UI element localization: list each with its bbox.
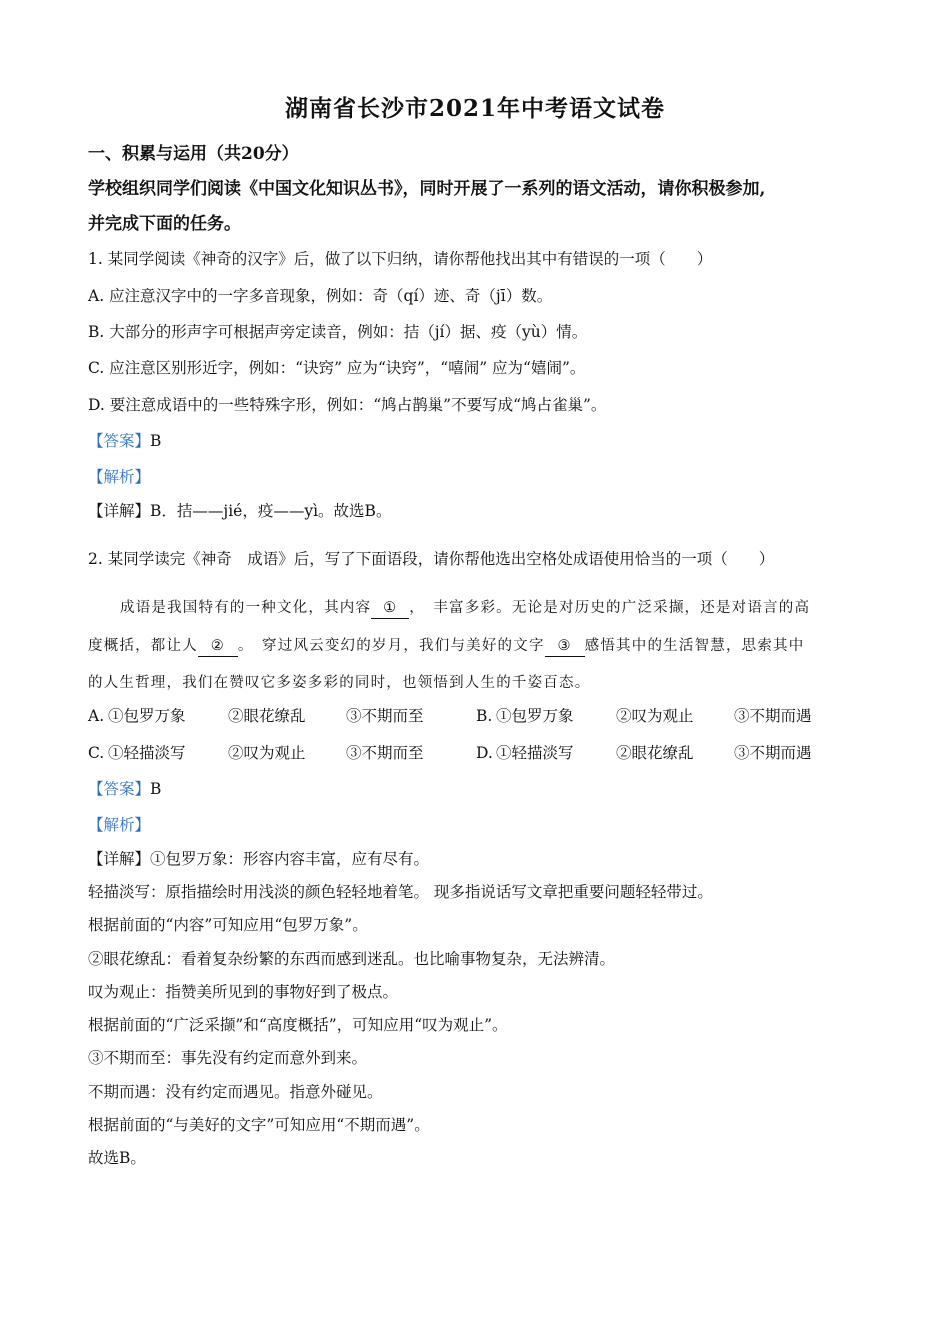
q2-detail-line: ②眼花缭乱：看着复杂纷繁的东西而感到迷乱。也比喻事物复杂，无法辨清。 [88, 950, 616, 968]
option-choice-3: ③不期而至 [346, 707, 424, 725]
q1-option-b: B. 大部分的形声字可根据声旁定读音，例如：拮（jí）据、疫（yù）情。 [88, 323, 588, 341]
option-choice-2: ②眼花缭乱 [228, 707, 306, 725]
option-choice-3: ③不期而遇 [734, 707, 812, 725]
option-choice-3: ③不期而至 [346, 744, 424, 762]
q2-answer [88, 779, 161, 799]
passage-text: ， 丰富多彩。无论是对历史的广泛采撷，还是对语言的高 [409, 600, 811, 616]
q1-detail [88, 501, 391, 521]
q1-option-d: D. 要注意成语中的一些特殊字形，例如：“鸠占鹊巢”不要写成“鸠占雀巢”。 [88, 396, 607, 414]
section-heading: 一、积累与运用（共20分） [88, 144, 299, 164]
q2-detail-line: 叹为观止：指赞美所见到的事物好到了极点。 [88, 983, 399, 1001]
q2-analysis-tag: 【解析】 [88, 816, 151, 834]
answer-tag: 【答案】 [88, 780, 151, 798]
q2-detail-line: 根据前面的“与美好的文字”可知应用“不期而遇”。 [88, 1116, 430, 1134]
passage-text: 度概括，都让人 [88, 638, 198, 654]
q1-answer [88, 431, 161, 451]
option-choice-1: ①包罗万象 [108, 707, 186, 725]
q2-passage-line-2 [88, 636, 804, 657]
detail-text: ①包罗万象：形容内容丰富，应有尽有。 [150, 850, 430, 868]
detail-tag: 【详解】 [88, 502, 151, 520]
q1-option-c: C. 应注意区别形近字，例如：“诀窍” 应为“诀窍”，“嘻闹” 应为“嬉闹”。 [88, 359, 586, 377]
section-intro-line-1: 学校组织同学们阅读《中国文化知识丛书》，同时开展了一系列的语文活动，请你积极参加, [88, 179, 766, 199]
option-choice-2: ②叹为观止 [228, 744, 306, 762]
passage-text: 感悟其中的生活智慧，思索其中 [584, 638, 805, 654]
q2-option-a [88, 706, 812, 726]
q2-detail-line [88, 849, 429, 869]
q2-detail-line: 根据前面的“广泛采撷”和“高度概括”，可知应用“叹为观止”。 [88, 1016, 508, 1034]
page-title: 湖南省长沙市2021年中考语文试卷 [284, 95, 665, 122]
option-choice-1: ①轻描淡写 [496, 744, 574, 762]
q2-detail-line: 根据前面的“内容”可知应用“包罗万象”。 [88, 916, 368, 934]
q2-passage-line-3: 的人生哲理，我们在赞叹它多姿多彩的同时，也领悟到人生的千姿百态。 [88, 675, 591, 691]
blank-1: ① [371, 598, 409, 619]
q2-option-c [88, 743, 812, 763]
q2-detail-line: 故选B。 [88, 1149, 146, 1167]
option-choice-1: ①轻描淡写 [108, 744, 186, 762]
q2-passage-line-1 [120, 598, 810, 619]
answer-value: B [150, 780, 162, 798]
answer-tag: 【答案】 [88, 432, 151, 450]
option-choice-3: ③不期而遇 [734, 744, 812, 762]
detail-text: B．拮——jié，疫——yì。故选B。 [150, 502, 392, 520]
option-choice-2: ②眼花缭乱 [616, 744, 694, 762]
option-choice-2: ②叹为观止 [616, 707, 694, 725]
answer-value: B [150, 432, 162, 450]
q1-option-a: A. 应注意汉字中的一字多音现象，例如：奇（qí）迹、奇（jī）数。 [88, 287, 553, 305]
blank-3: ③ [545, 636, 585, 657]
q2-detail-line: 不期而遇：没有约定而遇见。指意外碰见。 [88, 1083, 383, 1101]
q2-stem: 2. 某同学读完《神奇 成语》后，写了下面语段，请你帮他选出空格处成语使用恰当的一项（ ） [88, 550, 775, 568]
q2-detail-line: 轻描淡写：原指描绘时用浅淡的颜色轻轻地着笔。 现多指说话写文章把重要问题轻轻带过。 [88, 883, 713, 901]
passage-text: 成语是我国特有的一种文化，其内容 [120, 600, 372, 616]
section-intro-line-2: 并完成下面的任务。 [88, 214, 241, 234]
option-letter: B. [476, 707, 493, 725]
detail-tag: 【详解】 [88, 850, 151, 868]
option-letter: D. [476, 744, 493, 762]
passage-text: 。 穿过风云变幻的岁月，我们与美好的文字 [237, 638, 545, 654]
option-choice-1: ①包罗万象 [496, 707, 574, 725]
option-letter: A. [88, 707, 105, 725]
option-letter: C. [88, 744, 105, 762]
q1-stem: 1. 某同学阅读《神奇的汉字》后，做了以下归纳，请你帮他找出其中有错误的一项（ ） [88, 250, 713, 268]
q2-detail-line: ③不期而至：事先没有约定而意外到来。 [88, 1049, 368, 1067]
q1-analysis-tag: 【解析】 [88, 468, 151, 486]
blank-2: ② [198, 636, 238, 657]
